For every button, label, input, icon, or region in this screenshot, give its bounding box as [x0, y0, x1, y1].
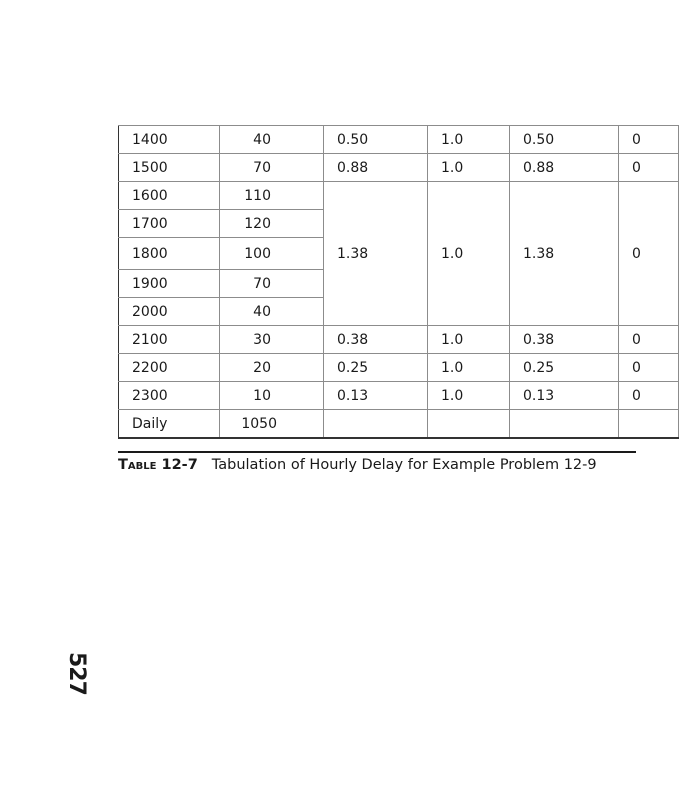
merged-value-cell: 1.38 [324, 182, 428, 326]
value-cell: 0 [619, 382, 679, 410]
merged-value-cell: 1.38 [510, 182, 619, 326]
value-cell: 0.88 [510, 154, 619, 182]
merged-value-cell: 1.0 [428, 182, 510, 326]
volume-cell: 40 [220, 126, 324, 154]
table-row [119, 354, 679, 382]
volume-cell: 1050 [220, 410, 324, 439]
value-cell: 0.50 [510, 126, 619, 154]
hour-cell: 2200 [119, 354, 220, 382]
value-cell [510, 410, 619, 439]
value-cell: 0.13 [510, 382, 619, 410]
table-caption [118, 451, 636, 473]
value-cell: 0.38 [324, 326, 428, 354]
volume-cell: 70 [220, 270, 324, 298]
volume-cell: 10 [220, 382, 324, 410]
volume-cell: 40 [220, 298, 324, 326]
hour-cell: 1900 [119, 270, 220, 298]
value-cell [324, 410, 428, 439]
value-cell: 0 [619, 126, 679, 154]
value-cell: 1.0 [428, 382, 510, 410]
caption-label: Table 12-7 [118, 457, 198, 473]
value-cell: 1.0 [428, 354, 510, 382]
table-row [119, 326, 679, 354]
value-cell [619, 410, 679, 439]
value-cell: 0.13 [324, 382, 428, 410]
page-number: 527 [64, 652, 89, 695]
caption-text: Tabulation of Hourly Delay for Example Problem 12-9 [211, 457, 597, 473]
hour-cell: 1700 [119, 210, 220, 238]
hour-cell: 1800 [119, 238, 220, 270]
value-cell: 1.0 [428, 326, 510, 354]
table-row [119, 182, 679, 210]
value-cell: 0.50 [324, 126, 428, 154]
value-cell: 0 [619, 154, 679, 182]
hour-cell: 2000 [119, 298, 220, 326]
value-cell: 0 [619, 326, 679, 354]
value-cell: 1.0 [428, 126, 510, 154]
hour-cell: 1500 [119, 154, 220, 182]
volume-cell: 120 [220, 210, 324, 238]
value-cell: 0.25 [324, 354, 428, 382]
volume-cell: 30 [220, 326, 324, 354]
volume-cell: 70 [220, 154, 324, 182]
value-cell: 1.0 [428, 154, 510, 182]
hour-cell: 2100 [119, 326, 220, 354]
hour-cell: Daily [119, 410, 220, 439]
merged-value-cell: 0 [619, 182, 679, 326]
table-row [119, 382, 679, 410]
value-cell: 0.38 [510, 326, 619, 354]
value-cell [428, 410, 510, 439]
hourly-delay-table [118, 125, 679, 439]
volume-cell: 110 [220, 182, 324, 210]
value-cell: 0 [619, 354, 679, 382]
table-row-total [119, 410, 679, 439]
hour-cell: 2300 [119, 382, 220, 410]
value-cell: 0.25 [510, 354, 619, 382]
volume-cell: 100 [220, 238, 324, 270]
table-row [119, 126, 679, 154]
hour-cell: 1400 [119, 126, 220, 154]
hour-cell: 1600 [119, 182, 220, 210]
value-cell: 0.88 [324, 154, 428, 182]
table-container [118, 125, 641, 439]
table-row [119, 154, 679, 182]
volume-cell: 20 [220, 354, 324, 382]
